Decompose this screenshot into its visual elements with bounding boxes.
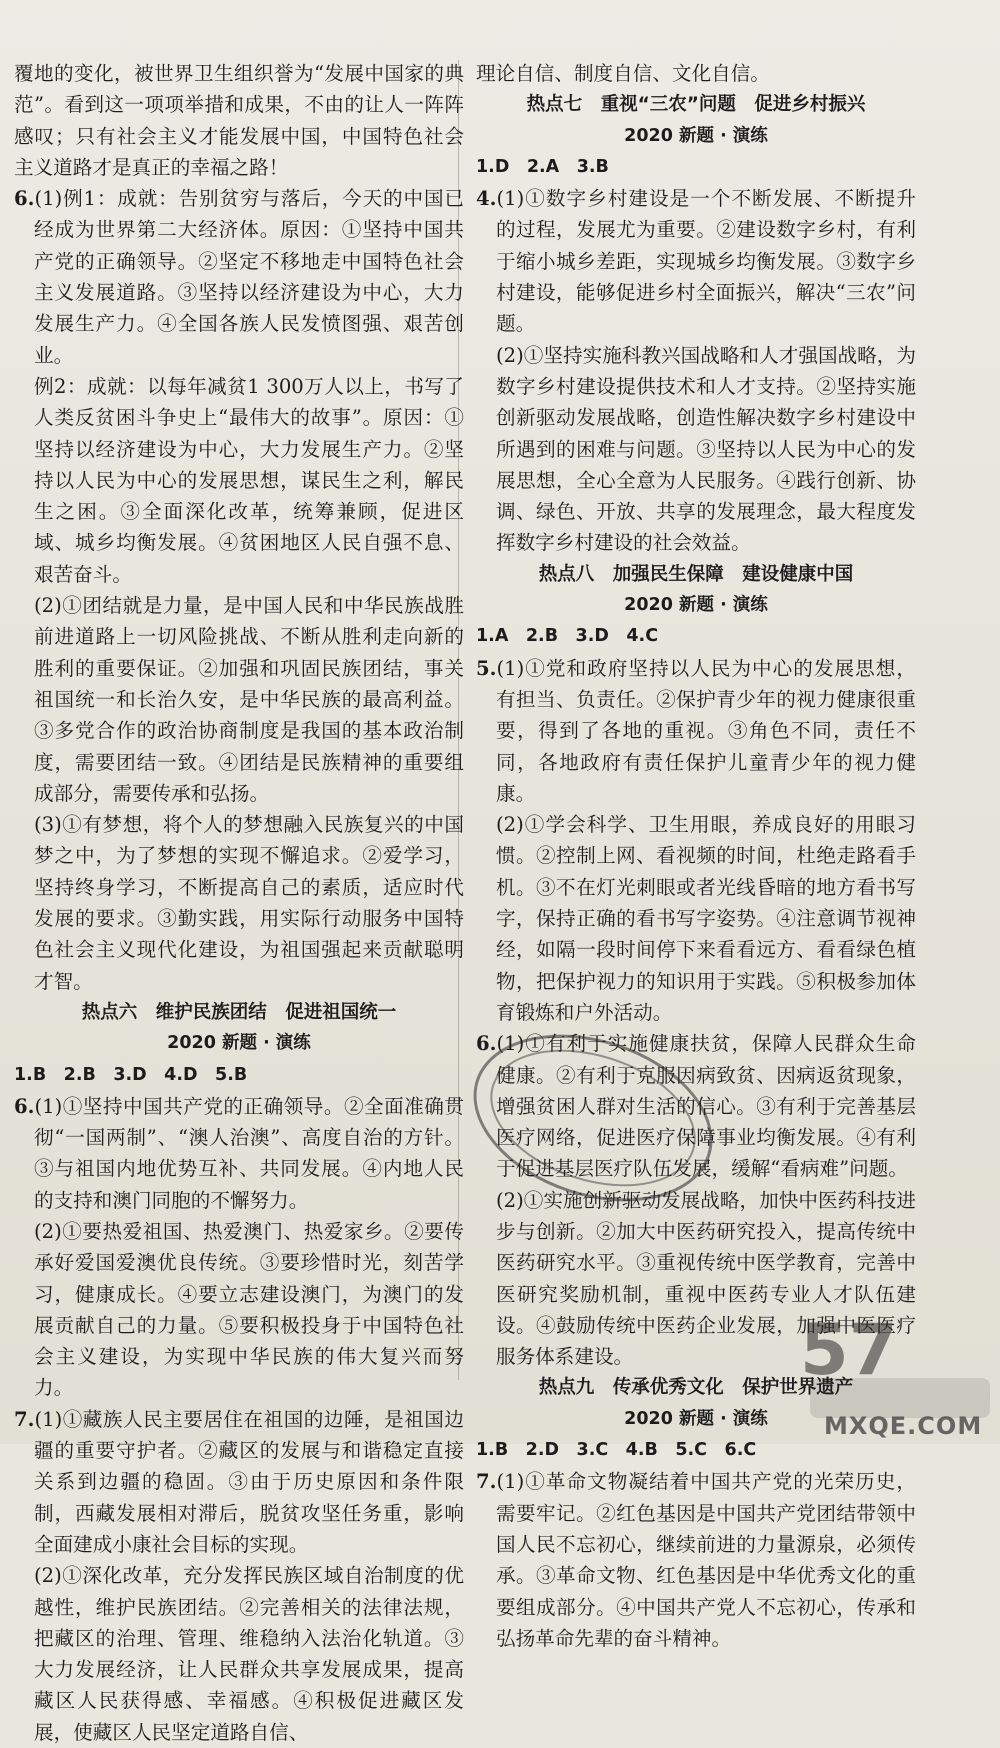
- section-heading-7: 热点七 重视“三农”问题 促进乡村振兴: [526, 94, 866, 116]
- question-4-part-2: (2)①坚持实施科教兴国战略和人才强国战略，为数字乡村建设提供技术和人才支持。②坚持实施创新驱动发展战略，创造性解决数字乡村建设中所遇到的困难与问题。③坚持以人民为中心的发展思想，全心全意为人民服务。④践行创新、协调、绿色、开放、共享的发展理念，最大程度发挥数字乡村建设的社会效益。: [496, 343, 916, 555]
- section-heading-8: 热点八 加强民生保障 建设健康中国: [538, 563, 854, 585]
- left-column: [14, 58, 464, 1748]
- answer-text: (1)①数字乡村建设是一个不断发展、不断提升的过程，发展尤为重要。②建设数字乡村，有利于缩小城乡差距，实现城乡均衡发展。③数字乡村建设，能够促进乡村全面振兴，解决“三农”问题。: [496, 187, 916, 336]
- section-heading-6: 热点六 维护民族团结 促进祖国统一: [81, 1001, 397, 1023]
- answer-text: (1)①坚持中国共产党的正确领导。②全面准确贯彻“一国两制”、“澳人治澳”、高度自治的方针。③与祖国内地优势互补、共同发展。④内地人民的支持和澳门同胞的不懈努力。: [34, 1094, 464, 1212]
- question-number: 7.: [14, 1407, 35, 1431]
- page-number: 57: [800, 1309, 898, 1391]
- question-6-part-1: [14, 183, 464, 371]
- site-watermark: MXQE.COM: [824, 1412, 983, 1440]
- question-number: 4.: [476, 187, 497, 211]
- section-heading-9: 热点九 传承优秀文化 保护世界遗产: [538, 1377, 854, 1399]
- question-4-part-1: [476, 183, 916, 339]
- continued-text: 理论自信、制度自信、文化自信。: [476, 62, 770, 85]
- question-number: 5.: [476, 656, 497, 680]
- section-subheading-8: 2020 新题 · 演练: [624, 595, 768, 616]
- answer-text: (1)①藏族人民主要居住在祖国的边陲，是祖国边疆的重要守护者。②藏区的发展与和谐稳定直接关系到边疆的稳固。③由于历史原因和条件限制，西藏发展相对滞后，脱贫攻坚任务重，影响全面建成小康社会目标的实现。: [34, 1407, 464, 1556]
- answer-text: (1)①有利于实施健康扶贫，保障人民群众生命健康。②有利于克服因病致贫、因病返贫现象，增强贫困人群对生活的信心。③有利于完善基层医疗网络，促进医疗保障事业均衡发展。④有利于促进基层医疗队伍发展，缓解“看病难”问题。: [496, 1032, 916, 1181]
- question-number: 6.: [14, 1094, 35, 1118]
- multiple-choice-answers-9: 1.B 2.D 3.C 4.B 5.C 6.C: [476, 1440, 757, 1461]
- multiple-choice-answers-7: 1.D 2.A 3.B: [476, 156, 609, 177]
- section-subheading-7: 2020 新题 · 演练: [624, 125, 768, 146]
- question-number: 6.: [476, 1032, 497, 1056]
- question-6-part-3: (3)①有梦想，将个人的梦想融入民族复兴的中国梦之中，为了梦想的实现不懈追求。②爱学习，坚持终身学习，不断提高自己的素质，适应时代发展的要求。③勤实践，用实际行动服务中国特色社会主义现代化建设，为祖国强起来贡献聪明才智。: [34, 813, 464, 993]
- question-6-part-2: (2)①团结就是力量，是中国人民和中华民族战胜前进道路上一切风险挑战、不断从胜利走向新的胜利的重要保证。②加强和巩固民族团结，事关祖国统一和长治久安，是中华民族的最高利益。③多党合作的政治协商制度是我国的基本政治制度，需要团结一致。④团结是民族精神的重要组成部分，需要传承和弘扬。: [34, 594, 464, 805]
- answer-text: (1)①革命文物凝结着中国共产党的光荣历史，需要牢记。②红色基因是中国共产党团结带领中国人民不忘初心，继续前进的力量源泉，必须传承。③革命文物、红色基因是中华优秀文化的重要组成部分。④中国共产党人不忘初心，传承和弘扬革命先辈的奋斗精神。: [496, 1470, 916, 1650]
- question-6-health-part-2: (2)①实施创新驱动发展战略，加快中医药科技进步与创新。②加大中医药研究投入，提高传统中医药研究水平。③重视传统中医学教育，完善中医研究奖励机制，重视中医药专业人才队伍建设。④鼓励传统中医药企业发展，加强中医医疗服务体系建设。: [496, 1188, 916, 1369]
- answer-text: (1)①党和政府坚持以人民为中心的发展思想，有担当、负责任。②保护青少年的视力健康很重要，得到了各地的重视。③角色不同，责任不同，各地政府有责任保护儿童青少年的视力健康。: [496, 656, 916, 805]
- multiple-choice-answers-6: 1.B 2.B 3.D 4.D 5.B: [14, 1064, 248, 1085]
- question-6-example-2: 例2：成就：以每年减贫1 300万人以上，书写了人类反贫困斗争史上“最伟大的故事”。原因：①坚持以经济建设为中心，大力发展生产力。②坚持以人民为中心的发展思想，谋民生之利，解民生之困。③全面深化改革，统筹兼顾，促进区域、城乡均衡发展。④贫困地区人民自强不息、艰苦奋斗。: [34, 374, 464, 586]
- question-6b-part-2: (2)①要热爱祖国、热爱澳门、热爱家乡。②要传承好爱国爱澳优良传统。③要珍惜时光，刻苦学习，健康成长。④要立志建设澳门，为澳门的发展贡献自己的力量。⑤要积极投身于中国特色社会主义建设，为实现中华民族的伟大复兴而努力。: [34, 1219, 464, 1400]
- intro-paragraph: 覆地的变化，被世界卫生组织誉为“发展中国家的典范”。看到这一项项举措和成果，不由的让人一阵阵感叹；只有社会主义才能发展中国，中国特色社会主义道路才是真正的幸福之路！: [14, 62, 464, 179]
- question-number: 7.: [476, 1470, 497, 1494]
- question-number: 6.: [14, 187, 35, 211]
- section-subheading-9: 2020 新题 · 演练: [624, 1408, 768, 1429]
- question-7-culture-part-1: [476, 1466, 916, 1654]
- question-7-part-1: [14, 1404, 464, 1560]
- question-7-part-2: (2)①深化改革，充分发挥民族区域自治制度的优越性，维护民族团结。②完善相关的法律法规，把藏区的治理、管理、维稳纳入法治化轨道。③大力发展经济，让人民群众共享发展成果，提高藏区人民获得感、幸福感。④积极促进藏区发展，使藏区人民坚定道路自信、: [34, 1564, 464, 1744]
- question-5-part-2: (2)①学会科学、卫生用眼，养成良好的用眼习惯。②控制上网、看视频的时间，杜绝走路看手机。③不在灯光刺眼或者光线昏暗的地方看书写字，保持正确的看书写字姿势。④注意调节视神经，如隔一段时间停下来看看远方、看看绿色植物，把保护视力的知识用于实践。⑤积极参加体育锻炼和户外活动。: [496, 813, 916, 1024]
- question-5-part-1: [476, 653, 916, 809]
- answer-text: (1)例1：成就：告别贫穷与落后，今天的中国已经成为世界第二大经济体。原因：①坚持中国共产党的正确领导。②坚定不移地走中国特色社会主义发展道路。③坚持以经济建设为中心，大力发展生产力。④全国各族人民发愤图强、艰苦创业。: [34, 187, 464, 367]
- multiple-choice-answers-8: 1.A 2.B 3.D 4.C: [476, 626, 659, 647]
- question-6b-part-1: [14, 1091, 464, 1216]
- section-subheading-6: 2020 新题 · 演练: [167, 1033, 311, 1054]
